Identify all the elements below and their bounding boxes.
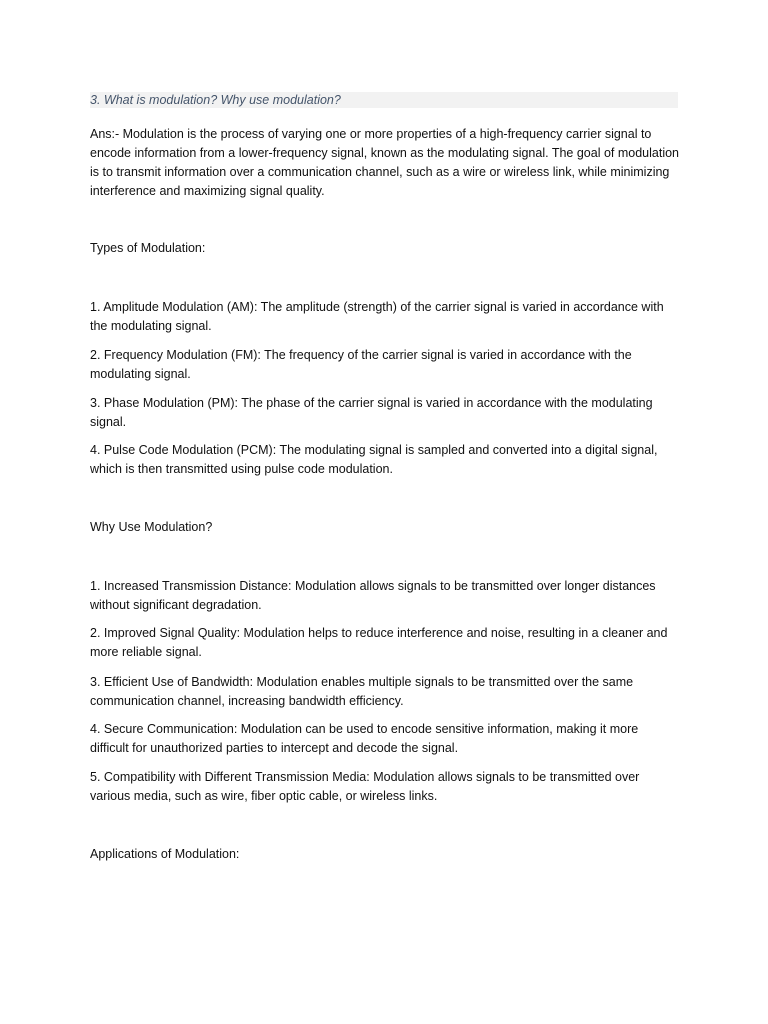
types-heading-text: Types of Modulation:: [90, 241, 206, 255]
reason-item-text: 5. Compatibility with Different Transmission Media: Modulation allows signals to be transmitted over various media, such as wire, fiber optic cable, or wireless links.: [90, 770, 640, 803]
reason-item-text: 3. Efficient Use of Bandwidth: Modulation enables multiple signals to be transmitted over the same communication channel, increasing bandwidth efficiency.: [90, 675, 634, 708]
type-item-text: 1. Amplitude Modulation (AM): The amplitude (strength) of the carrier signal is varied in accordance with the modulating signal.: [90, 300, 664, 333]
type-item: [90, 441, 680, 479]
type-item: [90, 298, 680, 336]
reason-item: [90, 577, 680, 615]
reason-item-text: 4. Secure Communication: Modulation can be used to encode sensitive information, making it more difficult for unauthorized parties to intercept and decode the signal.: [90, 722, 639, 755]
applications-heading: [90, 845, 680, 864]
applications-heading-text: Applications of Modulation:: [90, 847, 240, 861]
why-heading-text: Why Use Modulation?: [90, 520, 213, 534]
type-item-text: 2. Frequency Modulation (FM): The frequency of the carrier signal is varied in accordance with the modulating signal.: [90, 348, 632, 381]
types-heading: [90, 239, 680, 258]
type-item-text: 4. Pulse Code Modulation (PCM): The modulating signal is sampled and converted into a digital signal, which is then transmitted using pulse code modulation.: [90, 443, 658, 476]
reason-item-text: 2. Improved Signal Quality: Modulation helps to reduce interference and noise, resulting in a cleaner and more reliable signal.: [90, 626, 668, 659]
reason-item-text: 1. Increased Transmission Distance: Modulation allows signals to be transmitted over longer distances without significant degradation.: [90, 579, 656, 612]
why-heading: [90, 518, 680, 537]
answer-paragraph: [90, 125, 680, 201]
type-item-text: 3. Phase Modulation (PM): The phase of the carrier signal is varied in accordance with the modulating signal.: [90, 396, 653, 429]
reason-item: [90, 768, 680, 806]
reason-item: [90, 673, 680, 711]
type-item: [90, 394, 680, 432]
question-heading: 3. What is modulation? Why use modulation?: [90, 92, 678, 108]
reason-item: [90, 624, 680, 662]
reason-item: [90, 720, 680, 758]
type-item: [90, 346, 680, 384]
answer-text: Ans:- Modulation is the process of varying one or more properties of a high-frequency carrier signal to encode information from a lower-frequency signal, known as the modulating signal. The goal of modulation is to transmit information over a communication channel, such as a wire or wireless link, while minimizing interference and maximizing signal quality.: [90, 127, 679, 198]
